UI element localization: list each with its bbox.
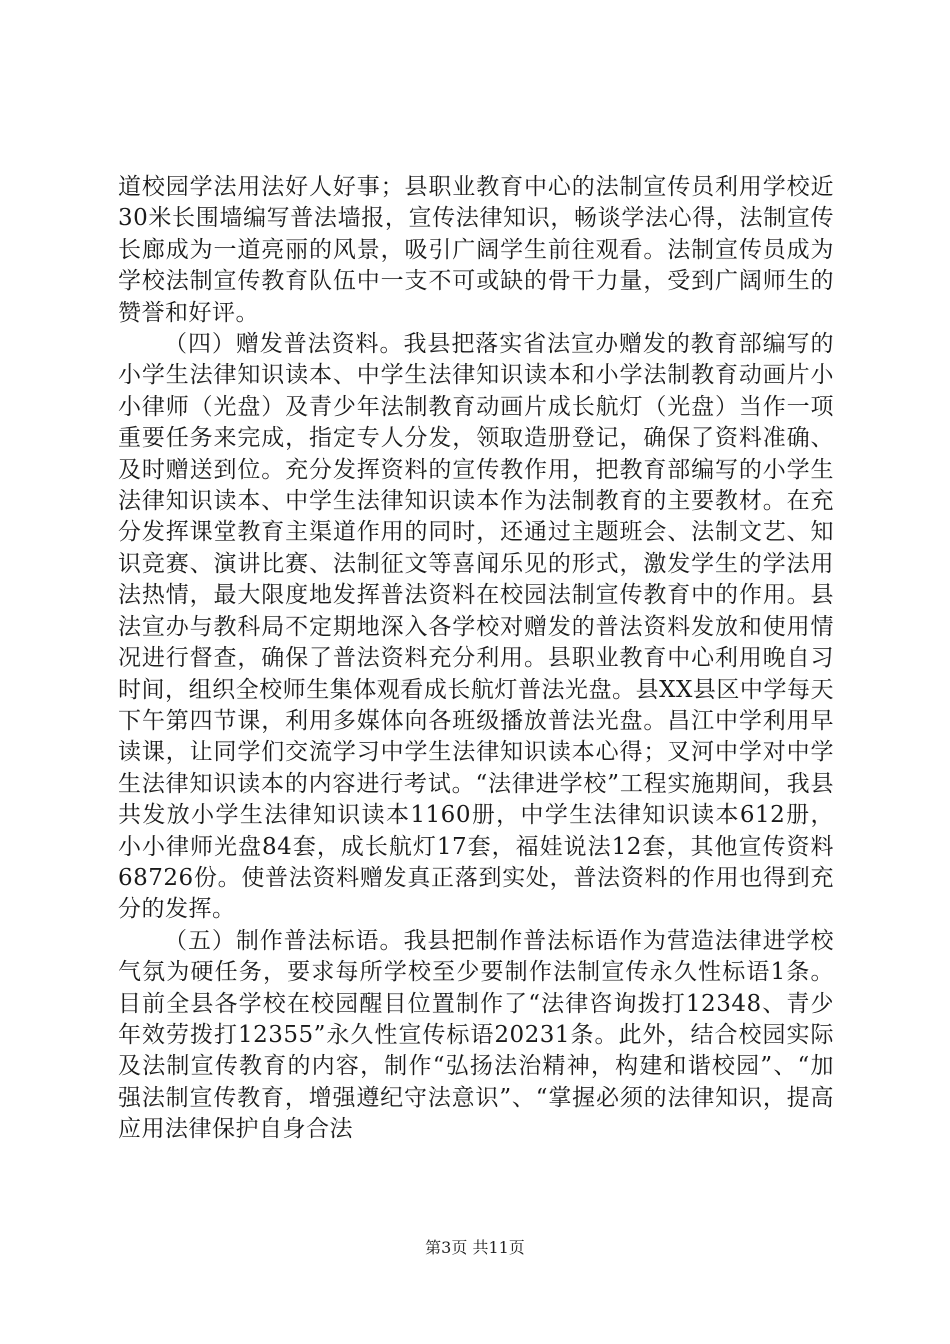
page-number-label: 第3页 共11页: [425, 1238, 525, 1257]
page-footer: [0, 1238, 950, 1258]
paragraph-continuation: 道校园学法用法好人好事；县职业教育中心的法制宣传员利用学校近30米长围墙编写普法墙报，宣传法律知识，畅谈学法心得，法制宣传长廊成为一道亮丽的风景，吸引广阔学生前往观看。法制宣传员成为学校法制宣传教育队伍中一支不可或缺的骨干力量，受到广阔师生的赞誉和好评。: [118, 174, 834, 326]
body-text: [118, 172, 834, 1146]
paragraph-section-5: （五）制作普法标语。我县把制作普法标语作为营造法律进学校气氛为硬任务，要求每所学校至少要制作法制宣传永久性标语1条。目前全县各学校在校园醒目位置制作了“法律咨询拨打12348、青少年效劳拨打12355”永久性宣传标语20231条。此外，结合校园实际及法制宣传教育的内容，制作“弘扬法治精神，构建和谐校园”、“加强法制宣传教育，增强遵纪守法意识”、“掌握必须的法律知识，提高应用法律保护自身合法: [118, 927, 834, 1143]
paragraph-section-4: （四）赠发普法资料。我县把落实省法宣办赠发的教育部编写的小学生法律知识读本、中学生法律知识读本和小学法制教育动画片小小律师（光盘）及青少年法制教育动画片成长航灯（光盘）当作一项重要任务来完成，指定专人分发，领取造册登记，确保了资料准确、及时赠送到位。充分发挥资料的宣传教作用，把教育部编写的小学生法律知识读本、中学生法律知识读本作为法制教育的主要教材。在充分发挥课堂教育主渠道作用的同时，还通过主题班会、法制文艺、知识竞赛、演讲比赛、法制征文等喜闻乐见的形式，激发学生的学法用法热情，最大限度地发挥普法资料在校园法制宣传教育中的作用。县法宣办与教科局不定期地深入各学校对赠发的普法资料发放和使用情况进行督查，确保了普法资料充分利用。县职业教育中心利用晚自习时间，组织全校师生集体观看成长航灯普法光盘。县XX县区中学每天下午第四节课，利用多媒体向各班级播放普法光盘。昌江中学利用早读课，让同学们交流学习中学生法律知识读本心得；叉河中学对中学生法律知识读本的内容进行考试。“法律进学校”工程实施期间，我县共发放小学生法律知识读本1160册，中学生法律知识读本612册，小小律师光盘84套，成长航灯17套，福娃说法12套，其他宣传资料68726份。使普法资料赠发真正落到实处，普法资料的作用也得到充分的发挥。: [118, 331, 834, 923]
